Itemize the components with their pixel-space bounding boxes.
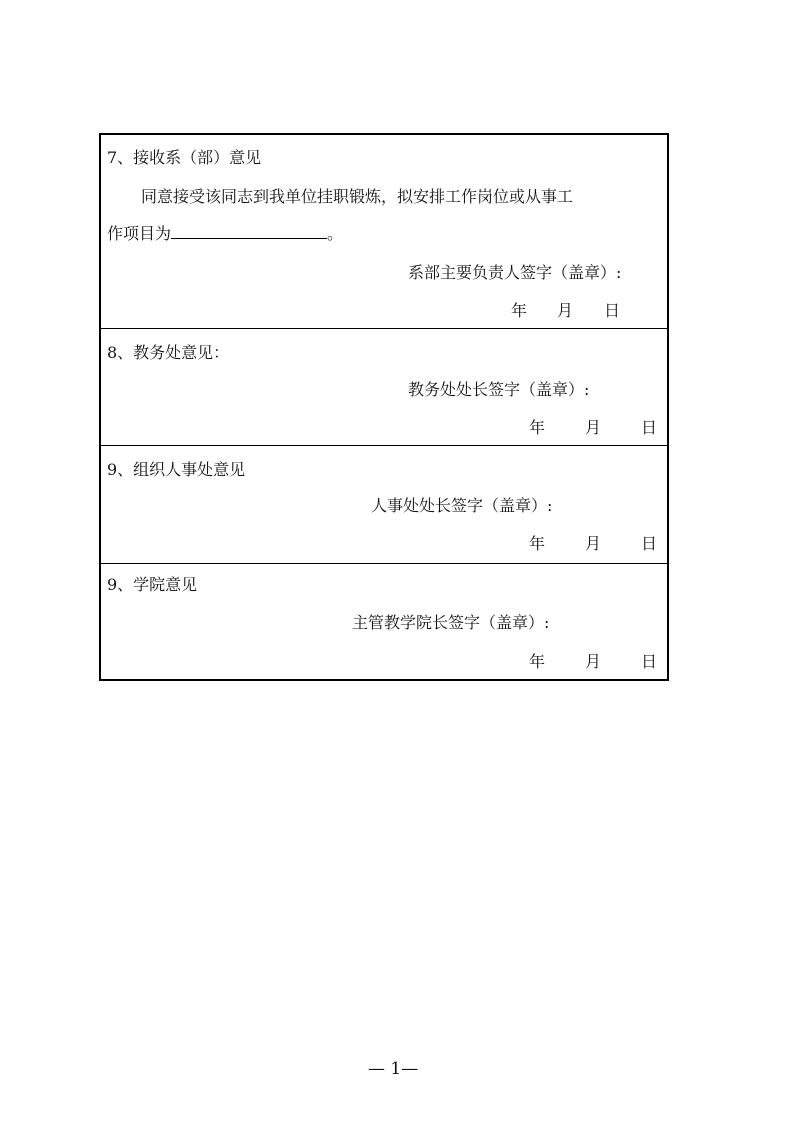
date-year-label: 年 <box>529 534 546 553</box>
section-college <box>101 563 667 679</box>
section-title: 9、组织人事处意见 <box>107 460 246 479</box>
date-day-label: 日 <box>641 652 658 671</box>
signature-label: 系部主要负责人签字（盖章）: <box>408 263 622 282</box>
date-month-label: 月 <box>557 301 574 320</box>
body-text-line1: 同意接受该同志到我单位挂职锻炼，拟安排工作岗位或从事工 <box>141 187 574 206</box>
date-month-label: 月 <box>585 534 602 553</box>
body-text-suffix: 。 <box>327 224 344 243</box>
signature-label: 人事处处长签字（盖章）: <box>371 496 553 515</box>
date-year-label: 年 <box>511 301 528 320</box>
job-position-blank[interactable] <box>171 224 327 239</box>
date-month-label: 月 <box>585 418 602 437</box>
body-text-line2 <box>107 224 343 244</box>
section-academic-affairs <box>101 328 667 445</box>
section-title: 9、学院意见 <box>107 575 198 594</box>
date-year-label: 年 <box>529 418 546 437</box>
section-receiving-department <box>101 135 667 328</box>
page-number: — 1— <box>368 1059 419 1079</box>
section-title: 8、教务处意见： <box>107 343 230 362</box>
date-day-label: 日 <box>641 418 658 437</box>
date-day-label: 日 <box>604 301 621 320</box>
section-title: 7、接收系（部）意见 <box>107 148 262 167</box>
date-day-label: 日 <box>641 534 658 553</box>
section-personnel-office <box>101 445 667 563</box>
date-month-label: 月 <box>585 652 602 671</box>
opinion-form-table <box>99 133 669 681</box>
body-text-prefix: 作项目为 <box>107 224 172 243</box>
signature-label: 教务处处长签字（盖章）: <box>408 380 590 399</box>
date-year-label: 年 <box>529 652 546 671</box>
signature-label: 主管教学院长签字（盖章）: <box>352 613 550 632</box>
